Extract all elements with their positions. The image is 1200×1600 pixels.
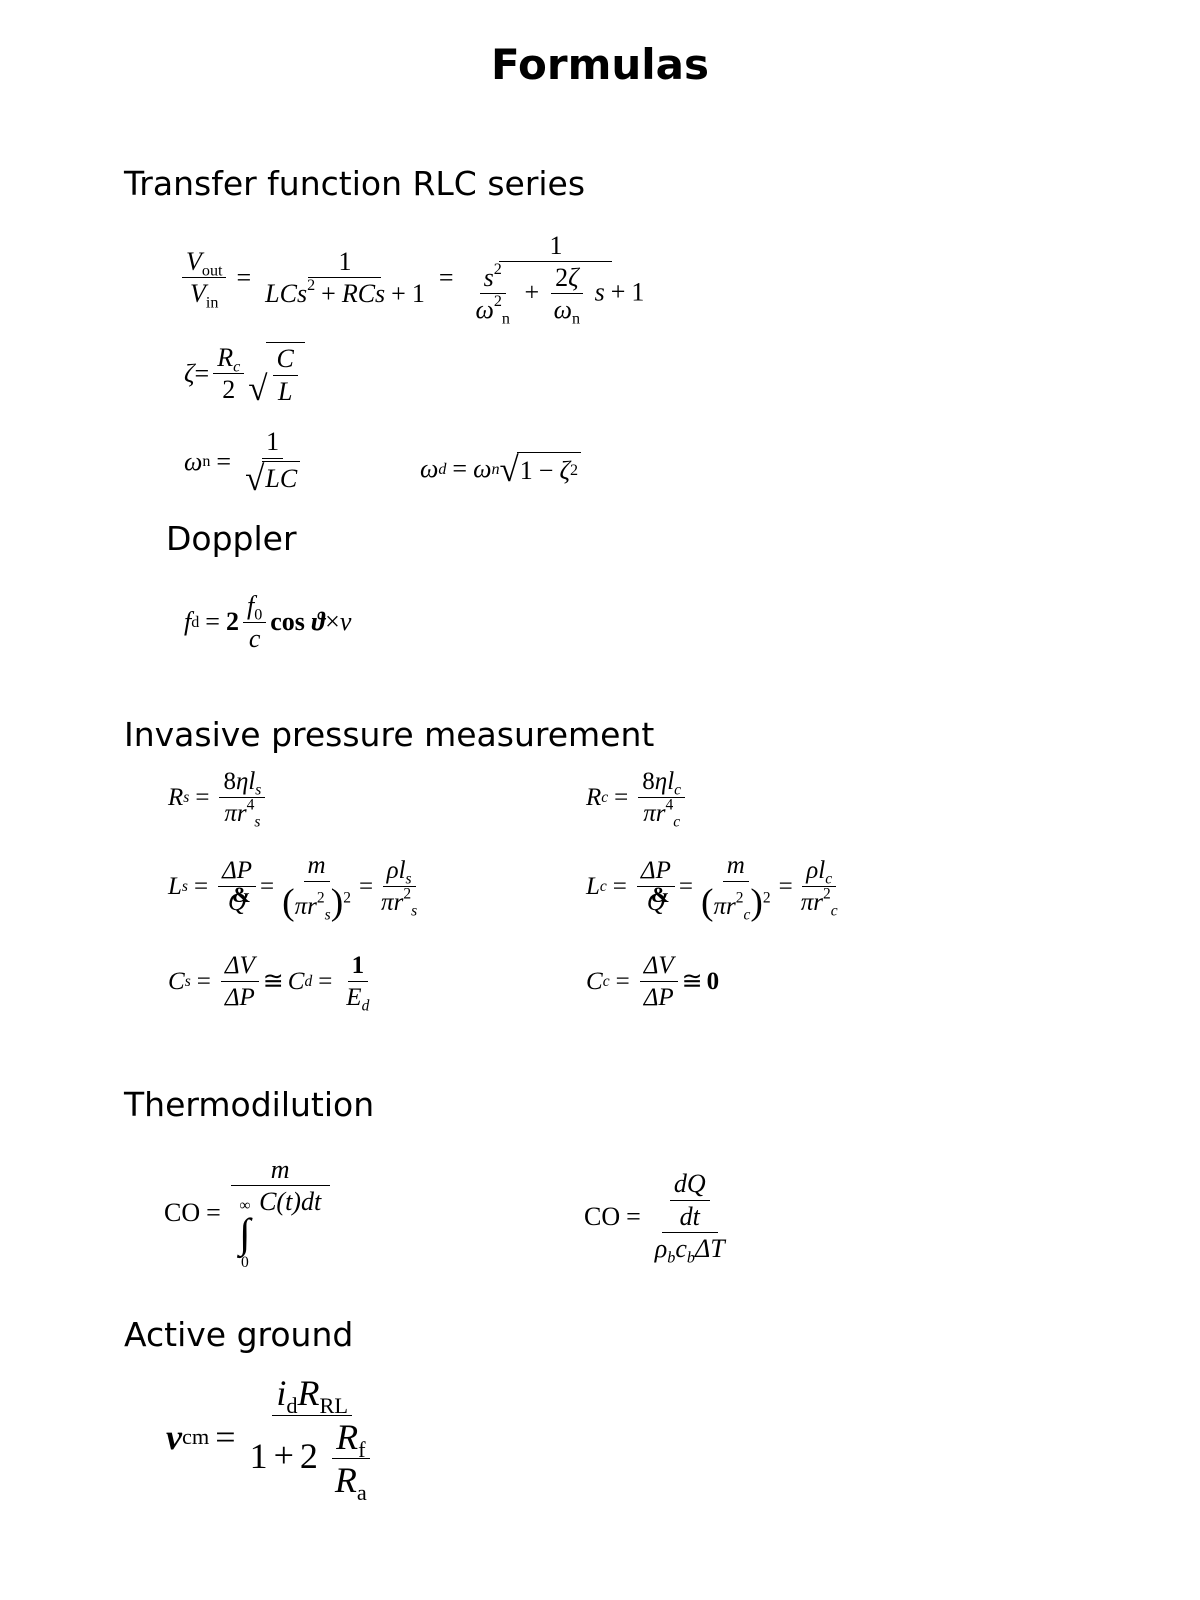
formula-rc: R c = $\frac{8\eta l_c}{\pi r^4_c}$: [586, 768, 689, 827]
formula-co-heat: CO = $\frac{\frac{dQ}{dt}}{\rho_bc_b\Delta T}$: [584, 1169, 725, 1267]
formula-lc: L c = $\frac{\Delta P}{Q}$ & = $\frac{m}{(\pi r^2_c)^2}$ = $\frac{\rho l_c}{\pi r^2_c}$: [586, 852, 846, 921]
formula-cc: C c = $\frac{\Delta V}{\Delta P}$ ≅ 0: [586, 952, 720, 1011]
heading-ground: Active ground: [124, 1315, 354, 1354]
heading-invasive: Invasive pressure measurement: [124, 715, 655, 754]
formula-doppler: f d = 2 $\frac{f_0}{c}$ cos ϑ × v: [184, 591, 352, 653]
heading-rlc: Transfer function RLC series: [124, 164, 586, 203]
formula-vcm: v cm = $i_dR_{RL}$ 1 + 2 $\frac{R_f}{R_a}$: [166, 1374, 383, 1501]
formula-omega-n: ω n = 1 √ LC: [184, 428, 308, 496]
formula-ls: L s = $\frac{\Delta P}{Q}$ & = $\frac{m}{(\pi r^2_s)^2}$ = $\frac{\rho l_s}{\pi r^2_s}$: [168, 852, 425, 921]
formula-cs: C s = $\frac{\Delta V}{\Delta P}$ ≅ C d = $\frac{1}{E_d}$: [168, 952, 370, 1014]
formula-rs: R s = $\frac{8\eta l_s}{\pi r^4_s}$: [168, 768, 269, 827]
formula-omega-d: ω d = ω n √ 1 − ζ 2: [420, 452, 581, 487]
formula-rlc-transfer: $\frac{V_{out}}{V_{in}}$ = $\frac{1}{LCs^2 + RCs + 1}$ = 1 $\frac{s^2}{\omega^2_n}$ + $\frac{2\zeta}{\omega_n}$ s + 1: [178, 232, 652, 325]
formula-co-integral: CO = m ∞ ∫ 0 C(t)dt: [164, 1156, 334, 1270]
heading-thermo: Thermodilution: [124, 1085, 375, 1124]
page-title: Formulas: [491, 40, 709, 89]
heading-doppler: Doppler: [166, 519, 297, 558]
formula-zeta: ζ = $\frac{R_c}{2}$ √ $\frac{C}{L}$: [184, 342, 305, 406]
